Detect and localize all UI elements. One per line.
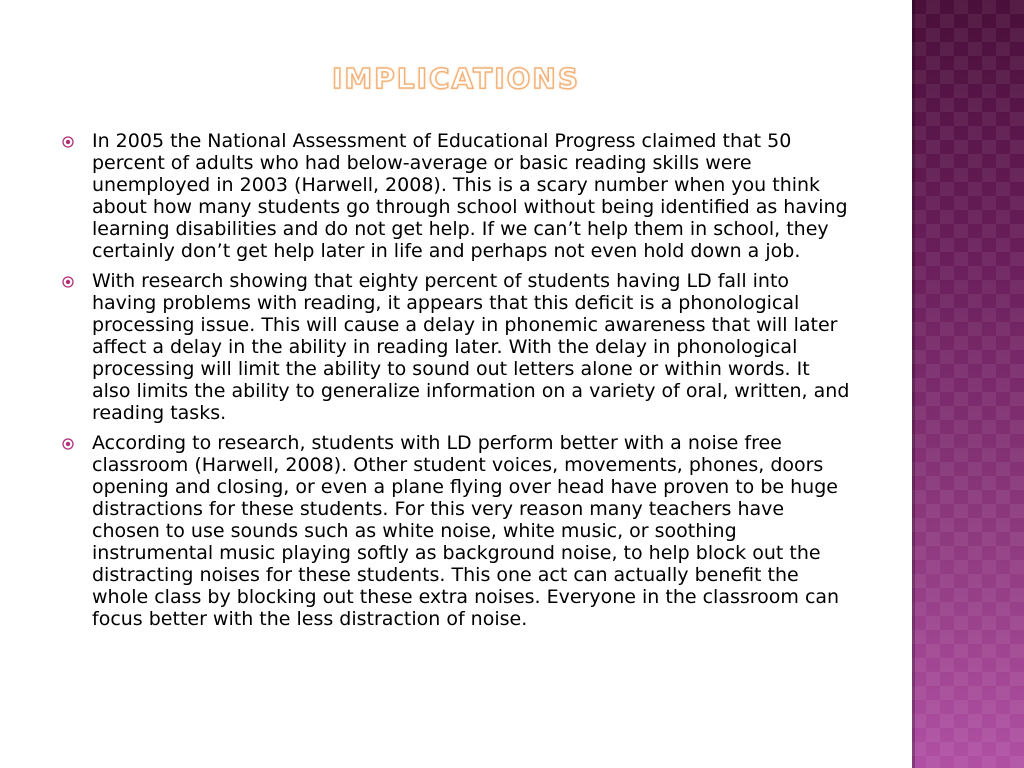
- diamond-pattern: [912, 0, 1024, 768]
- target-bullet-icon: [62, 136, 74, 148]
- target-bullet-icon: [62, 276, 74, 288]
- bullet-text: With research showing that eighty percent of students having LD fall into having problems with reading, it appears that this deficit is a phonological processing issue. This will cause a delay in phonemic awareness that will later affect a delay in the ability in reading later. With the delay in phonological processing will limit the ability to sound out letters alone or within words. It also limits the ability to generalize information on a variety of oral, written, and reading tasks.: [92, 270, 850, 424]
- side-band-edge: [912, 0, 915, 768]
- bullet-item: [60, 130, 850, 262]
- bullet-text: According to research, students with LD perform better with a noise free classroom (Harwell, 2008). Other student voices, movements, phones, doors opening and closing, or even a plane flying over head have proven to be huge distractions for these students. For this very reason many teachers have chosen to use sounds such as white noise, white music, or soothing instrumental music playing softly as background noise, to help block out the distracting noises for these students. This one act can actually benefit the whole class by blocking out these extra noises. Everyone in the classroom can focus better with the less distraction of noise.: [92, 432, 840, 630]
- bullet-text: In 2005 the National Assessment of Educational Progress claimed that 50 percent of adults who had below-average or basic reading skills were unemployed in 2003 (Harwell, 2008). This is a scary number when you think about how many students go through school without being identified as having learning disabilities and do not get help. If we can’t help them in school, they certainly don’t get help later in life and perhaps not even hold down a job.: [92, 130, 848, 262]
- target-bullet-icon: [62, 438, 74, 450]
- bullet-item: [60, 270, 850, 424]
- slide-title: implications: [331, 52, 581, 98]
- decorative-side-band: [912, 0, 1024, 768]
- bullet-list: [60, 130, 850, 638]
- bullet-item: [60, 432, 850, 630]
